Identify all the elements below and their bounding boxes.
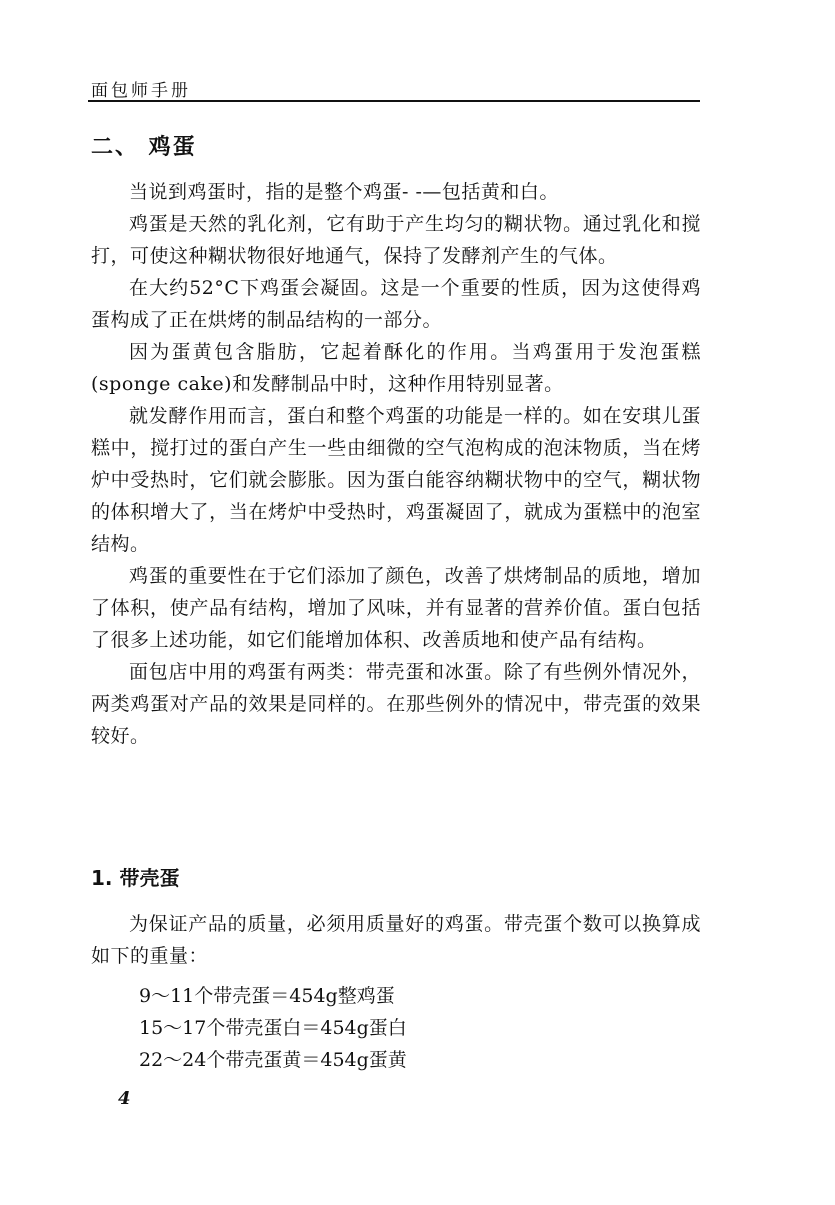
section-body [91,176,701,752]
paragraph: 当说到鸡蛋时，指的是整个鸡蛋- -—包括黄和白。 [129,181,559,203]
conversion-item: 9～11个带壳蛋＝454g整鸡蛋 [139,985,395,1007]
conversion-item: 15～17个带壳蛋白＝454g蛋白 [139,1017,407,1039]
subsection-body [91,908,701,972]
subsection-title: 1. 带壳蛋 [91,866,180,890]
paragraph: 在大约52°C下鸡蛋会凝固。这是一个重要的性质，因为这使得鸡蛋构成了正在烘烤的制品结构的一部分。 [91,277,701,331]
paragraph: 鸡蛋是天然的乳化剂，它有助于产生均匀的糊状物。通过乳化和搅打，可使这种糊状物很好地通气，保持了发酵剂产生的气体。 [91,213,701,267]
header-rule [88,100,700,102]
section-title: 二、 鸡蛋 [91,135,197,160]
running-head-title: 面包师手册 [91,81,191,101]
paragraph: 面包店中用的鸡蛋有两类：带壳蛋和冰蛋。除了有些例外情况外，两类鸡蛋对产品的效果是同样的。在那些例外的情况中，带壳蛋的效果较好。 [91,661,701,747]
subsection-intro: 为保证产品的质量，必须用质量好的鸡蛋。带壳蛋个数可以换算成如下的重量： [91,913,701,967]
paragraph: 就发酵作用而言，蛋白和整个鸡蛋的功能是一样的。如在安琪儿蛋糕中，搅打过的蛋白产生一些由细微的空气泡构成的泡沫物质，当在烤炉中受热时，它们就会膨胀。因为蛋白能容纳糊状物中的空气，糊状物的体积增大了，当在烤炉中受热时，鸡蛋凝固了，就成为蛋糕中的泡室结构。 [91,405,701,555]
page-number: 4 [118,1088,131,1109]
conversion-item: 22～24个带壳蛋黄＝454g蛋黄 [139,1049,407,1071]
conversion-list [139,980,407,1076]
paragraph: 因为蛋黄包含脂肪，它起着酥化的作用。当鸡蛋用于发泡蛋糕(sponge cake)和发酵制品中时，这种作用特别显著。 [91,341,701,395]
paragraph: 鸡蛋的重要性在于它们添加了颜色，改善了烘烤制品的质地，增加了体积，使产品有结构，增加了风味，并有显著的营养价值。蛋白包括了很多上述功能，如它们能增加体积、改善质地和使产品有结构。 [91,565,701,651]
